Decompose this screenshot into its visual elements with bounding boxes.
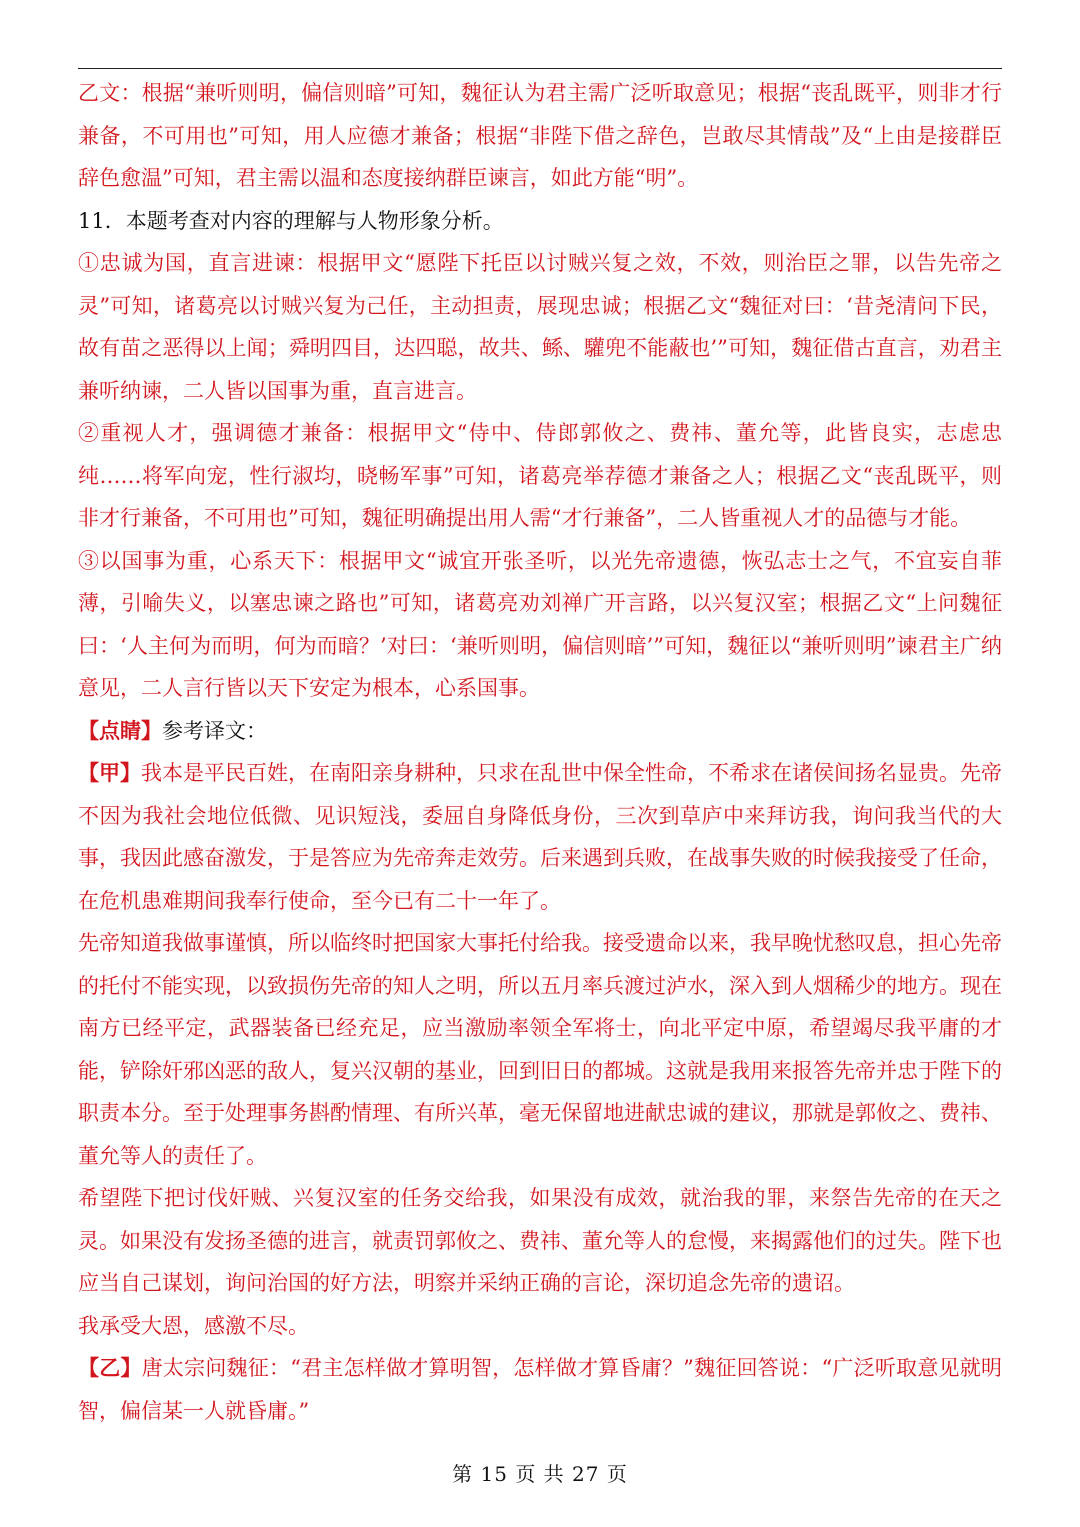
yi-tag: 【乙】: [78, 1355, 142, 1380]
document-body: [78, 72, 1002, 1432]
yi-text: 唐太宗问魏征：“君主怎样做才算明智，怎样做才算昏庸？”魏征回答说：“广泛听取意见就明智，偏信某一人就昏庸。”: [78, 1356, 1002, 1423]
answer-point-1: ①忠诚为国，直言进谏：根据甲文“愿陛下托臣以讨贼兴复之效，不效，则治臣之罪，以告先帝之灵”可知，诸葛亮以讨贼兴复为己任，主动担责，展现忠诚；根据乙文“魏征对曰：‘昔尧清问下民，故有苗之恶得以上闻；舜明四目，达四聪，故共、鲧、驩兜不能蔽也’”可知，魏征借古直言，劝君主兼听纳谏，二人皆以国事为重，直言进言。: [78, 251, 1002, 403]
dianjing-tag: 【点睛】: [78, 717, 162, 743]
dianjing-paragraph: [78, 710, 1002, 753]
answer-paragraph-yi-summary: 乙文：根据“兼听则明，偏信则暗”可知，魏征认为君主需广泛听取意见；根据“丧乱既平，则非才行兼备，不可用也”可知，用人应德才兼备；根据“非陛下借之辞色，岂敢尽其情哉”及“上由是接群臣辞色愈温”可知，君主需以温和态度接纳群臣谏言，如此方能“明”。: [78, 81, 1002, 190]
dianjing-text: 参考译文：: [162, 718, 267, 743]
translation-jia-paragraph: [78, 752, 1002, 922]
translation-paragraph: 希望陛下把讨伐奸贼、兴复汉室的任务交给我，如果没有成效，就治我的罪，来祭告先帝的在天之灵。如果没有发扬圣德的进言，就责罚郭攸之、费祎、董允等人的怠慢，来揭露他们的过失。陛下也应当自己谋划，询问治国的好方法，明察并采纳正确的言论，深切追念先帝的遗诏。: [78, 1186, 1002, 1295]
header-rule: [78, 68, 1002, 69]
question-11-heading: 11．本题考查对内容的理解与人物形象分析。: [78, 208, 504, 233]
answer-point-3: ③以国事为重，心系天下：根据甲文“诚宜开张圣听，以光先帝遗德，恢弘志士之气，不宜妄自菲薄，引喻失义，以塞忠谏之路也”可知，诸葛亮劝刘禅广开言路，以兴复汉室；根据乙文“上问魏征曰：‘人主何为而明，何为而暗？’对曰：‘兼听则明，偏信则暗’”可知，魏征以“兼听则明”谏君主广纳意见，二人言行皆以天下安定为根本，心系国事。: [78, 548, 1002, 700]
translation-yi-paragraph: [78, 1347, 1002, 1432]
jia-tag: 【甲】: [78, 760, 141, 785]
answer-point-2: ②重视人才，强调德才兼备：根据甲文“侍中、侍郎郭攸之、费祎、董允等，此皆良实，志虑忠纯……将军向宠，性行淑均，晓畅军事”可知，诸葛亮举荐德才兼备之人；根据乙文“丧乱既平，则非才行兼备，不可用也”可知，魏征明确提出用人需“才行兼备”，二人皆重视人才的品德与才能。: [78, 421, 1002, 530]
jia-text: 我本是平民百姓，在南阳亲身耕种，只求在乱世中保全性命，不希求在诸侯间扬名显贵。先帝不因为我社会地位低微、见识短浅，委屈自身降低身份，三次到草庐中来拜访我，询问我当代的大事，我因此感奋激发，于是答应为先帝奔走效劳。后来遇到兵败，在战事失败的时候我接受了任命，在危机患难期间我奉行使命，至今已有二十一年了。: [78, 761, 1002, 913]
translation-paragraph: 先帝知道我做事谨慎，所以临终时把国家大事托付给我。接受遗命以来，我早晚忧愁叹息，担心先帝的托付不能实现，以致损伤先帝的知人之明，所以五月率兵渡过泸水，深入到人烟稀少的地方。现在南方已经平定，武器装备已经充足，应当激励率领全军将士，向北平定中原，希望竭尽我平庸的才能，铲除奸邪凶恶的敌人，复兴汉朝的基业，回到旧日的都城。这就是我用来报答先帝并忠于陛下的职责本分。至于处理事务斟酌情理、有所兴革，毫无保留地进献忠诚的建议，那就是郭攸之、费祎、董允等人的责任了。: [78, 931, 1002, 1168]
page-number-footer: 第 15 页 共 27 页: [452, 1462, 628, 1486]
translation-paragraph: 我承受大恩，感激不尽。: [78, 1313, 309, 1338]
